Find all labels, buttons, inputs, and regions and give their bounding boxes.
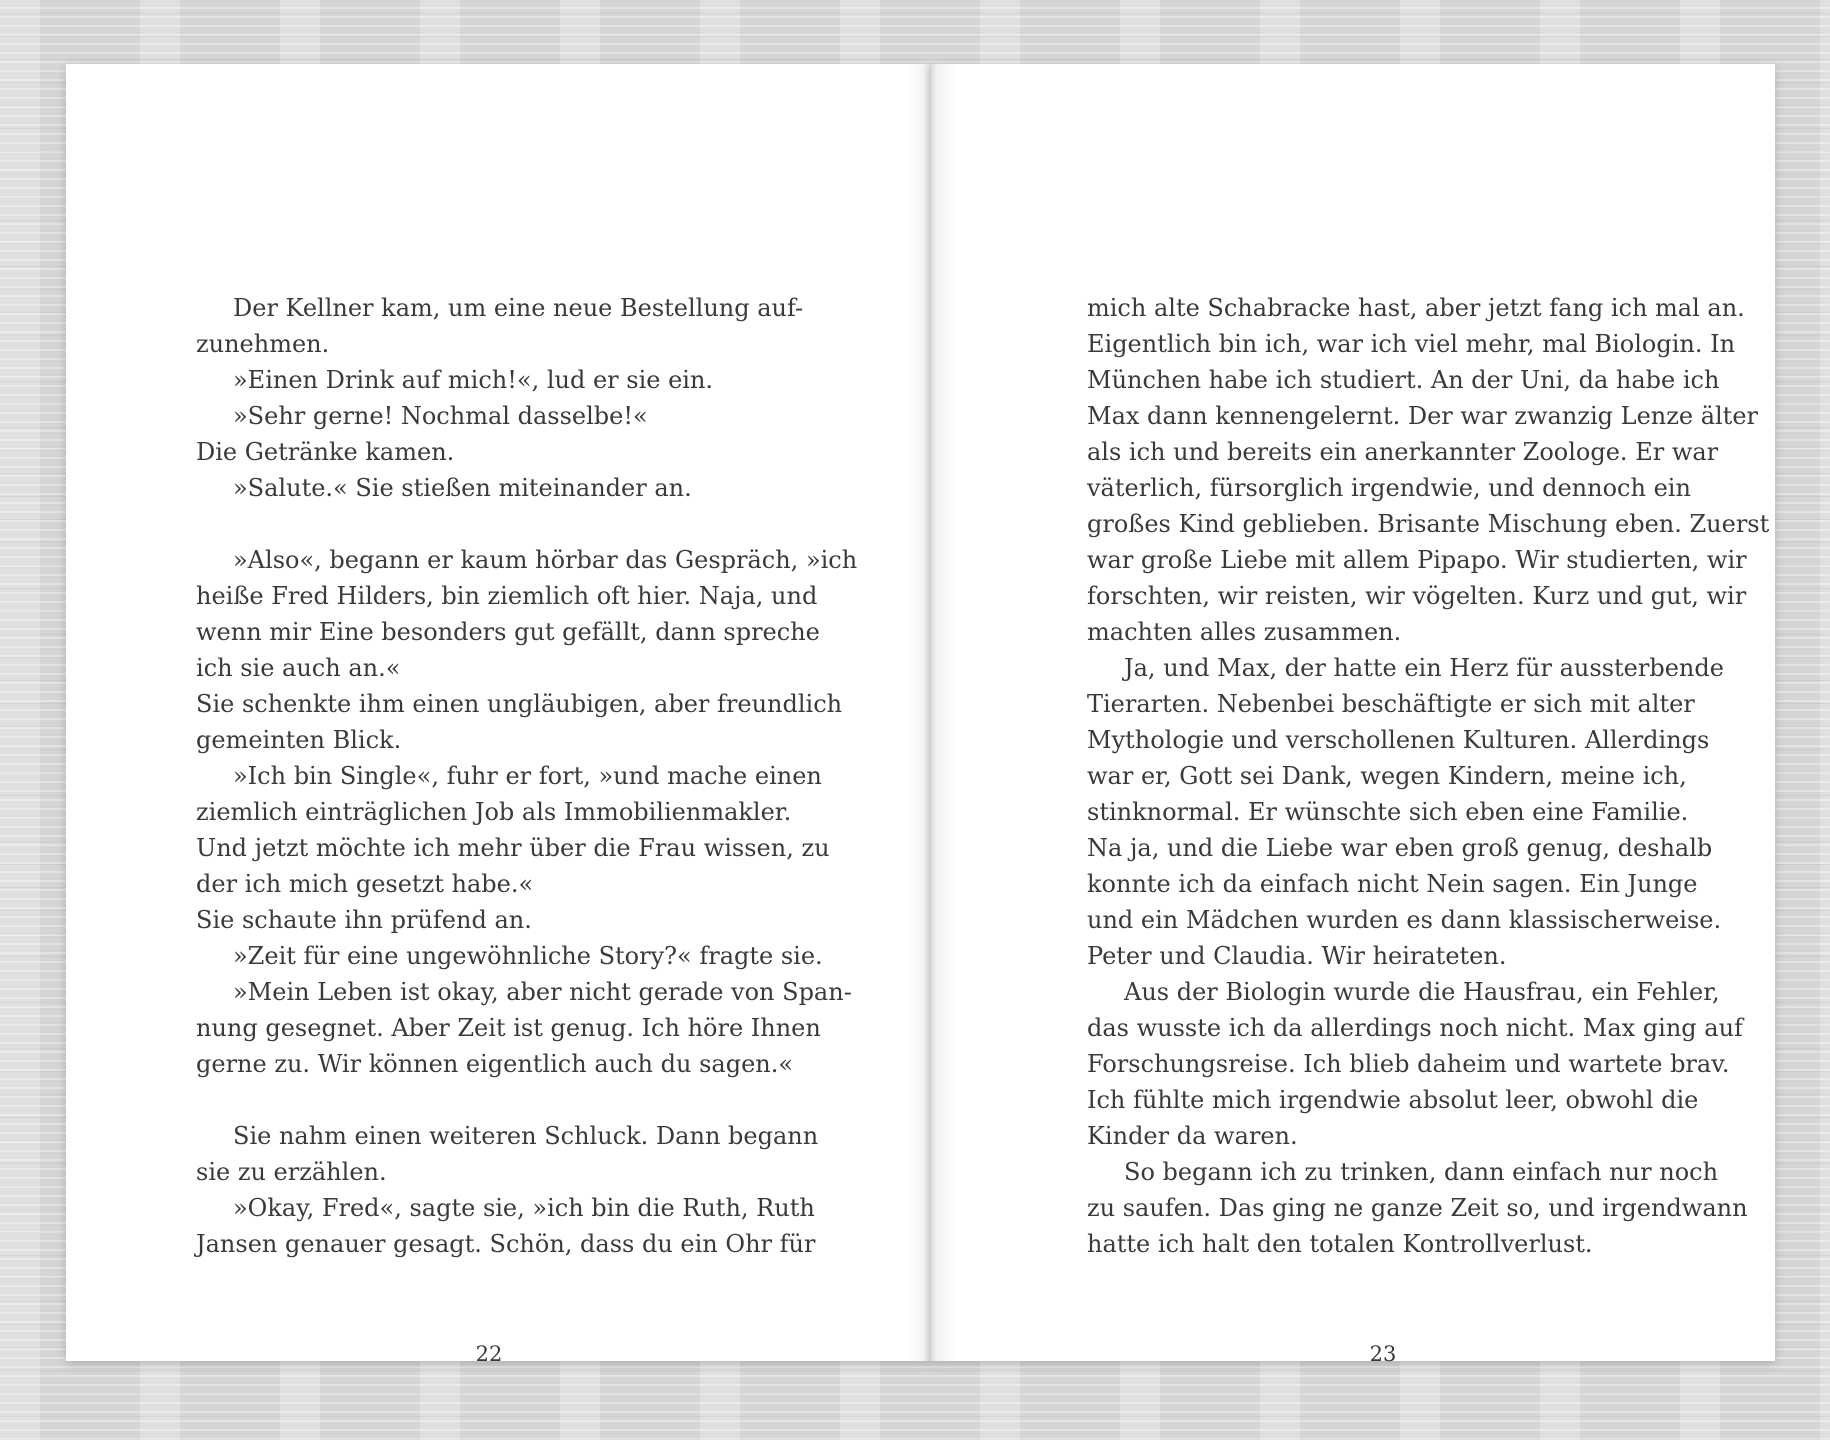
text-line: Sie schaute ihn prüfend an. [196, 906, 532, 934]
text-line: Sie nahm einen weiteren Schluck. Dann begann [233, 1122, 819, 1150]
text-line: Aus der Biologin wurde die Hausfrau, ein Fehler, [1124, 978, 1720, 1006]
text-line: Und jetzt möchte ich mehr über die Frau wissen, zu [196, 834, 830, 862]
text-line: war er, Gott sei Dank, wegen Kindern, meine ich, [1087, 762, 1687, 790]
text-line: wenn mir Eine besonders gut gefällt, dann spreche [196, 618, 820, 646]
text-line: Mythologie und verschollenen Kulturen. Allerdings [1087, 726, 1710, 754]
text-line: »Sehr gerne! Nochmal dasselbe!« [233, 402, 648, 430]
text-line: zu saufen. Das ging ne ganze Zeit so, und irgendwann [1087, 1194, 1748, 1222]
text-line: der ich mich gesetzt habe.« [196, 870, 534, 898]
text-line: Kinder da waren. [1087, 1122, 1298, 1150]
text-line: »Okay, Fred«, sagte sie, »ich bin die Ruth, Ruth [233, 1194, 815, 1222]
text-line: »Mein Leben ist okay, aber nicht gerade von Span- [233, 978, 852, 1006]
text-line: zunehmen. [196, 330, 330, 358]
text-line: väterlich, fürsorglich irgendwie, und dennoch ein [1087, 474, 1691, 502]
text-line: »Einen Drink auf mich!«, lud er sie ein. [233, 366, 714, 394]
text-line: Sie schenkte ihm einen ungläubigen, aber freundlich [196, 690, 843, 718]
text-line: München habe ich studiert. An der Uni, da habe ich [1087, 366, 1720, 394]
text-line: Ja, und Max, der hatte ein Herz für aussterbende [1124, 654, 1724, 682]
text-line: stinknormal. Er wünschte sich eben eine Familie. [1087, 798, 1689, 826]
text-line: gerne zu. Wir können eigentlich auch du sagen.« [196, 1050, 794, 1078]
left-page-text [196, 290, 858, 1262]
text-line: »Also«, begann er kaum hörbar das Gespräch, »ich [233, 546, 858, 574]
text-line: ich sie auch an.« [196, 654, 401, 682]
right-page-text [1087, 290, 1770, 1262]
text-line: und ein Mädchen wurden es dann klassischerweise. [1087, 906, 1722, 934]
text-line: sie zu erzählen. [196, 1158, 387, 1186]
text-line: »Salute.« Sie stießen miteinander an. [233, 474, 692, 502]
text-line: nung gesegnet. Aber Zeit ist genug. Ich höre Ihnen [196, 1014, 821, 1042]
text-line: Der Kellner kam, um eine neue Bestellung auf- [233, 294, 804, 322]
text-line: Max dann kennengelernt. Der war zwanzig Lenze älter [1087, 402, 1759, 430]
text-line: als ich und bereits ein anerkannter Zoologe. Er war [1087, 438, 1719, 466]
text-line: war große Liebe mit allem Pipapo. Wir studierten, wir [1087, 546, 1747, 574]
text-line: gemeinten Blick. [196, 726, 402, 754]
text-line: Die Getränke kamen. [196, 438, 455, 466]
text-line: großes Kind geblieben. Brisante Mischung eben. Zuerst [1087, 510, 1770, 538]
text-line: »Ich bin Single«, fuhr er fort, »und mache einen [233, 762, 822, 790]
text-line: Ich fühlte mich irgendwie absolut leer, obwohl die [1087, 1086, 1699, 1114]
text-line: machten alles zusammen. [1087, 618, 1402, 646]
text-line: ziemlich einträglichen Job als Immobilienmakler. [196, 798, 792, 826]
text-line: So begann ich zu trinken, dann einfach nur noch [1124, 1158, 1719, 1186]
text-line: Tierarten. Nebenbei beschäftigte er sich mit alter [1087, 690, 1695, 718]
blank-line [196, 1082, 780, 1118]
text-line: forschten, wir reisten, wir vögelten. Kurz und gut, wir [1087, 582, 1747, 610]
page-number: 23 [1369, 1342, 1397, 1366]
left-page [66, 64, 931, 1366]
text-line: konnte ich da einfach nicht Nein sagen. Ein Junge [1087, 870, 1698, 898]
text-line: das wusste ich da allerdings noch nicht. Max ging auf [1087, 1014, 1743, 1042]
text-line: Forschungsreise. Ich blieb daheim und wartete brav. [1087, 1050, 1730, 1078]
text-line: Eigentlich bin ich, war ich viel mehr, mal Biologin. In [1087, 330, 1736, 358]
text-line: Jansen genauer gesagt. Schön, dass du ein Ohr für [196, 1230, 816, 1258]
page-number: 22 [475, 1342, 503, 1366]
text-line: mich alte Schabracke hast, aber jetzt fang ich mal an. [1087, 294, 1745, 322]
right-page [931, 64, 1775, 1366]
text-line: Na ja, und die Liebe war eben groß genug, deshalb [1087, 834, 1713, 862]
text-line: »Zeit für eine ungewöhnliche Story?« fragte sie. [233, 942, 823, 970]
text-line: heiße Fred Hilders, bin ziemlich oft hier. Naja, und [196, 582, 818, 610]
blank-line [196, 506, 780, 542]
text-line: Peter und Claudia. Wir heirateten. [1087, 942, 1507, 970]
text-line: hatte ich halt den totalen Kontrollverlust. [1087, 1230, 1593, 1258]
